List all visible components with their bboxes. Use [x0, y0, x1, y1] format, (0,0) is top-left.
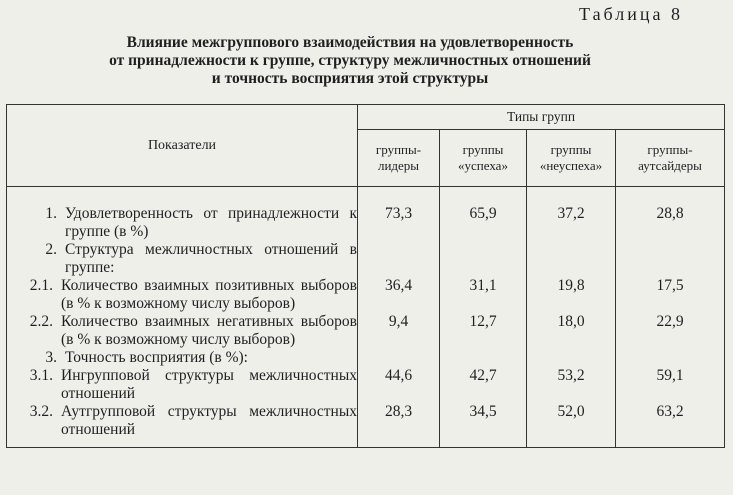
table-caption: [40, 34, 660, 88]
caption-line: от принадлежности к группе, структуру межличностных отношений: [109, 52, 591, 69]
row-number: 3.: [45, 349, 57, 366]
table-row: [7, 187, 725, 242]
value-leaders: [358, 349, 440, 367]
value-outsiders: 59,1: [616, 367, 725, 403]
row-label: Количество взаимных позитивных выборов (в % к возможному числу выборов): [61, 277, 357, 312]
row-number: 2.: [45, 241, 57, 258]
row-number: 3.1.: [29, 367, 53, 384]
value-outsiders: 17,5: [616, 277, 725, 313]
row-number: 2.1.: [29, 277, 53, 294]
row-number: 2.2.: [29, 313, 53, 330]
value-failure: [527, 241, 616, 277]
row-number: 3.2.: [29, 403, 53, 420]
header-group-success: группы «успеха»: [440, 130, 527, 187]
table-row: [7, 313, 725, 349]
header-group-leaders: группы- лидеры: [358, 130, 440, 187]
row-label: Точность восприятия (в %):: [65, 349, 248, 366]
value-leaders: 73,3: [358, 187, 440, 242]
value-leaders: 36,4: [358, 277, 440, 313]
header-indicators: Показатели: [7, 105, 358, 187]
row-label: Структура межличностных отношений в группе:: [65, 241, 357, 276]
table-row: [7, 403, 725, 448]
value-leaders: 9,4: [358, 313, 440, 349]
value-failure: 53,2: [527, 367, 616, 403]
value-leaders: [358, 241, 440, 277]
table-number: Таблица 8: [579, 4, 683, 24]
caption-line: и точность восприятия этой структуры: [211, 70, 489, 87]
value-outsiders: 63,2: [616, 403, 725, 448]
header-group-types: Типы групп: [358, 105, 725, 130]
row-label: Количество взаимных негативных выборов (в % к возможному числу выборов): [61, 313, 357, 348]
value-failure: 37,2: [527, 187, 616, 242]
value-success: [440, 349, 527, 367]
value-outsiders: [616, 349, 725, 367]
value-success: 31,1: [440, 277, 527, 313]
value-failure: 52,0: [527, 403, 616, 448]
table-row: [7, 349, 725, 367]
table-row: [7, 277, 725, 313]
value-success: 65,9: [440, 187, 527, 242]
value-leaders: 28,3: [358, 403, 440, 448]
table-row: [7, 241, 725, 277]
value-failure: 18,0: [527, 313, 616, 349]
row-label: Удовлетворенность от принадлежности к группе (в %): [65, 205, 357, 240]
header-group-outsiders: группы- аутсайдеры: [616, 130, 725, 187]
row-label: Аутгрупповой структуры межличностных отношений: [61, 403, 357, 438]
table-row: [7, 367, 725, 403]
value-success: 34,5: [440, 403, 527, 448]
data-table: [6, 104, 725, 448]
header-group-failure: группы «неуспеха»: [527, 130, 616, 187]
value-success: 12,7: [440, 313, 527, 349]
value-success: [440, 241, 527, 277]
value-failure: 19,8: [527, 277, 616, 313]
value-failure: [527, 349, 616, 367]
row-number: 1.: [45, 205, 57, 222]
value-outsiders: [616, 241, 725, 277]
value-outsiders: 22,9: [616, 313, 725, 349]
value-outsiders: 28,8: [616, 187, 725, 242]
row-label: Ингрупповой структуры межличностных отношений: [61, 367, 357, 402]
value-success: 42,7: [440, 367, 527, 403]
caption-line: Влияние межгруппового взаимодействия на удовлетворенность: [126, 34, 574, 51]
value-leaders: 44,6: [358, 367, 440, 403]
